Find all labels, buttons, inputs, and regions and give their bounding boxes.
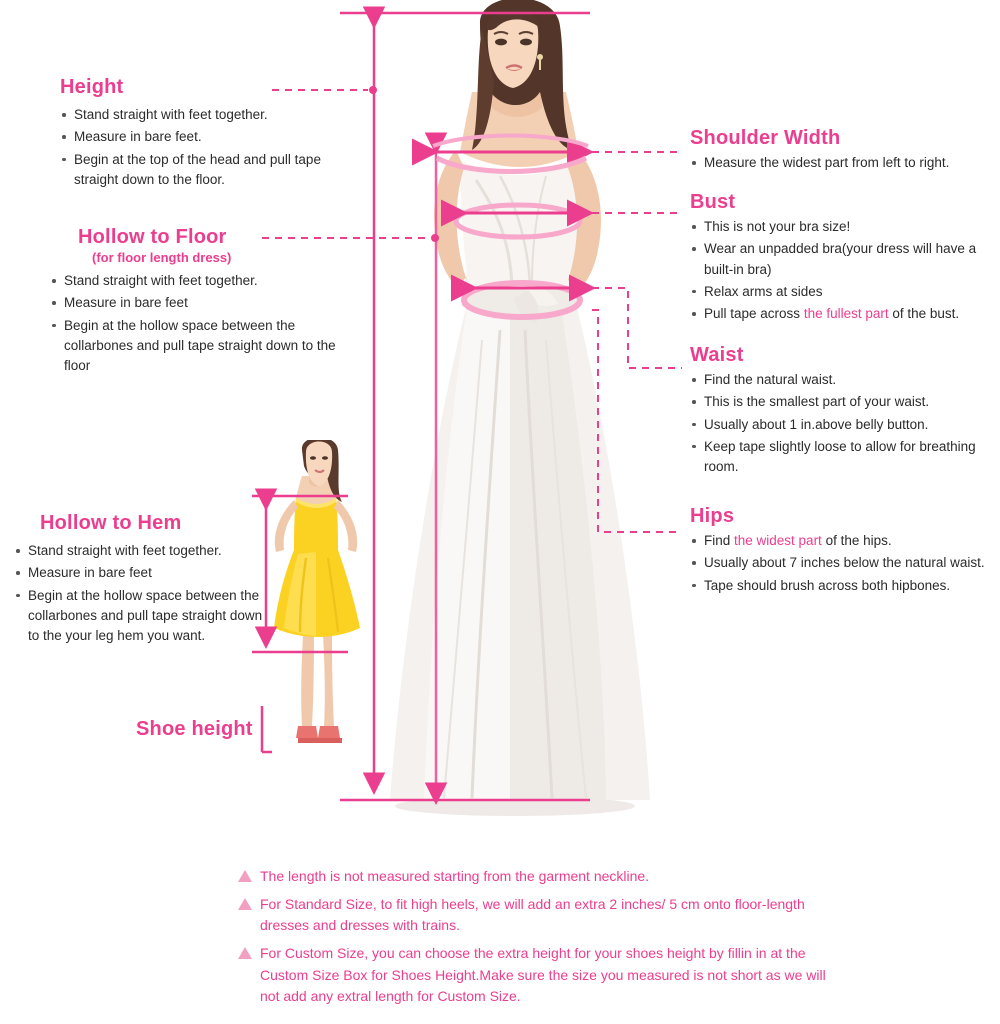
list-item: Wear an unpadded bra(your dress will have a built-in bra) xyxy=(690,239,1000,280)
warning-triangle-icon xyxy=(238,898,252,910)
footnote-text: The length is not measured starting from the garment neckline. xyxy=(260,868,650,884)
section-bust-heading: Bust xyxy=(690,191,736,213)
section-hips-bullets xyxy=(690,531,990,596)
list-item: Usually about 7 inches below the natural waist. xyxy=(690,553,990,573)
footnote-item xyxy=(238,866,838,888)
bust-highlight: the fullest part xyxy=(803,306,889,321)
warning-triangle-icon xyxy=(238,870,252,882)
section-height xyxy=(60,76,350,192)
section-shoe-height-heading: Shoe height xyxy=(136,718,253,740)
list-item: Stand straight with feet together. xyxy=(60,105,350,125)
section-waist-heading: Waist xyxy=(690,344,744,366)
list-item: Relax arms at sides xyxy=(690,282,1000,302)
list-item: Stand straight with feet together. xyxy=(50,271,350,291)
list-item: Stand straight with feet together. xyxy=(14,541,264,561)
section-shoulder-width-heading: Shoulder Width xyxy=(690,127,841,149)
list-item: This is the smallest part of your waist. xyxy=(690,392,990,412)
list-item: Pull tape across the fullest part of the bust. xyxy=(690,304,1000,324)
section-shoulder-width xyxy=(690,127,995,175)
list-item: Keep tape slightly loose to allow for breathing room. xyxy=(690,437,990,478)
section-hollow-to-floor-bullets xyxy=(50,271,350,376)
hips-highlight: the widest part xyxy=(734,533,822,548)
section-hollow-to-hem-heading: Hollow to Hem xyxy=(40,512,182,534)
list-item: Find the widest part of the hips. xyxy=(690,531,990,551)
list-item: Measure in bare feet. xyxy=(60,127,350,147)
list-item: Begin at the top of the head and pull tape straight down to the floor. xyxy=(60,150,350,191)
list-item: Begin at the hollow space between the collarbones and pull tape straight down to the your leg hem you want. xyxy=(14,586,264,647)
section-hips xyxy=(690,505,990,598)
section-hollow-to-floor-subheading: (for floor length dress) xyxy=(92,250,232,265)
section-bust-bullets xyxy=(690,217,1000,324)
section-waist-bullets xyxy=(690,370,990,477)
footnote-text: For Custom Size, you can choose the extra height for your shoes height by fillin in at the Custom Size Box for Shoes Height.Make sure the size you measured is not short as we will not add any extral length for Custom Size. xyxy=(260,945,826,1005)
list-item: Tape should brush across both hipbones. xyxy=(690,576,990,596)
section-hollow-to-floor xyxy=(50,226,350,378)
footnote-text: For Standard Size, to fit high heels, we will add an extra 2 inches/ 5 cm onto floor-length dresses and dresses with trains. xyxy=(260,895,805,934)
section-hollow-to-floor-heading: Hollow to Floor xyxy=(78,226,227,248)
section-shoe-height xyxy=(136,718,253,741)
section-bust xyxy=(690,191,1000,326)
model-white-dress-photo xyxy=(360,0,660,820)
footnotes xyxy=(238,866,838,1014)
model-yellow-dress-photo xyxy=(262,440,372,760)
footnote-item xyxy=(238,894,838,937)
warning-triangle-icon xyxy=(238,947,252,959)
list-item: Usually about 1 in.above belly button. xyxy=(690,415,990,435)
list-item: Measure in bare feet xyxy=(14,563,264,583)
section-hollow-to-hem-bullets xyxy=(14,541,264,646)
list-item: This is not your bra size! xyxy=(690,217,1000,237)
section-height-bullets xyxy=(60,105,350,190)
list-item: Find the natural waist. xyxy=(690,370,990,390)
list-item: Measure in bare feet xyxy=(50,293,350,313)
footnote-item xyxy=(238,943,838,1008)
section-shoulder-width-bullets xyxy=(690,153,995,173)
section-waist xyxy=(690,344,990,479)
section-height-heading: Height xyxy=(60,76,124,98)
section-hips-heading: Hips xyxy=(690,505,735,527)
section-hollow-to-hem xyxy=(14,512,264,648)
list-item: Measure the widest part from left to right. xyxy=(690,153,995,173)
list-item: Begin at the hollow space between the collarbones and pull tape straight down to the floor xyxy=(50,316,350,377)
